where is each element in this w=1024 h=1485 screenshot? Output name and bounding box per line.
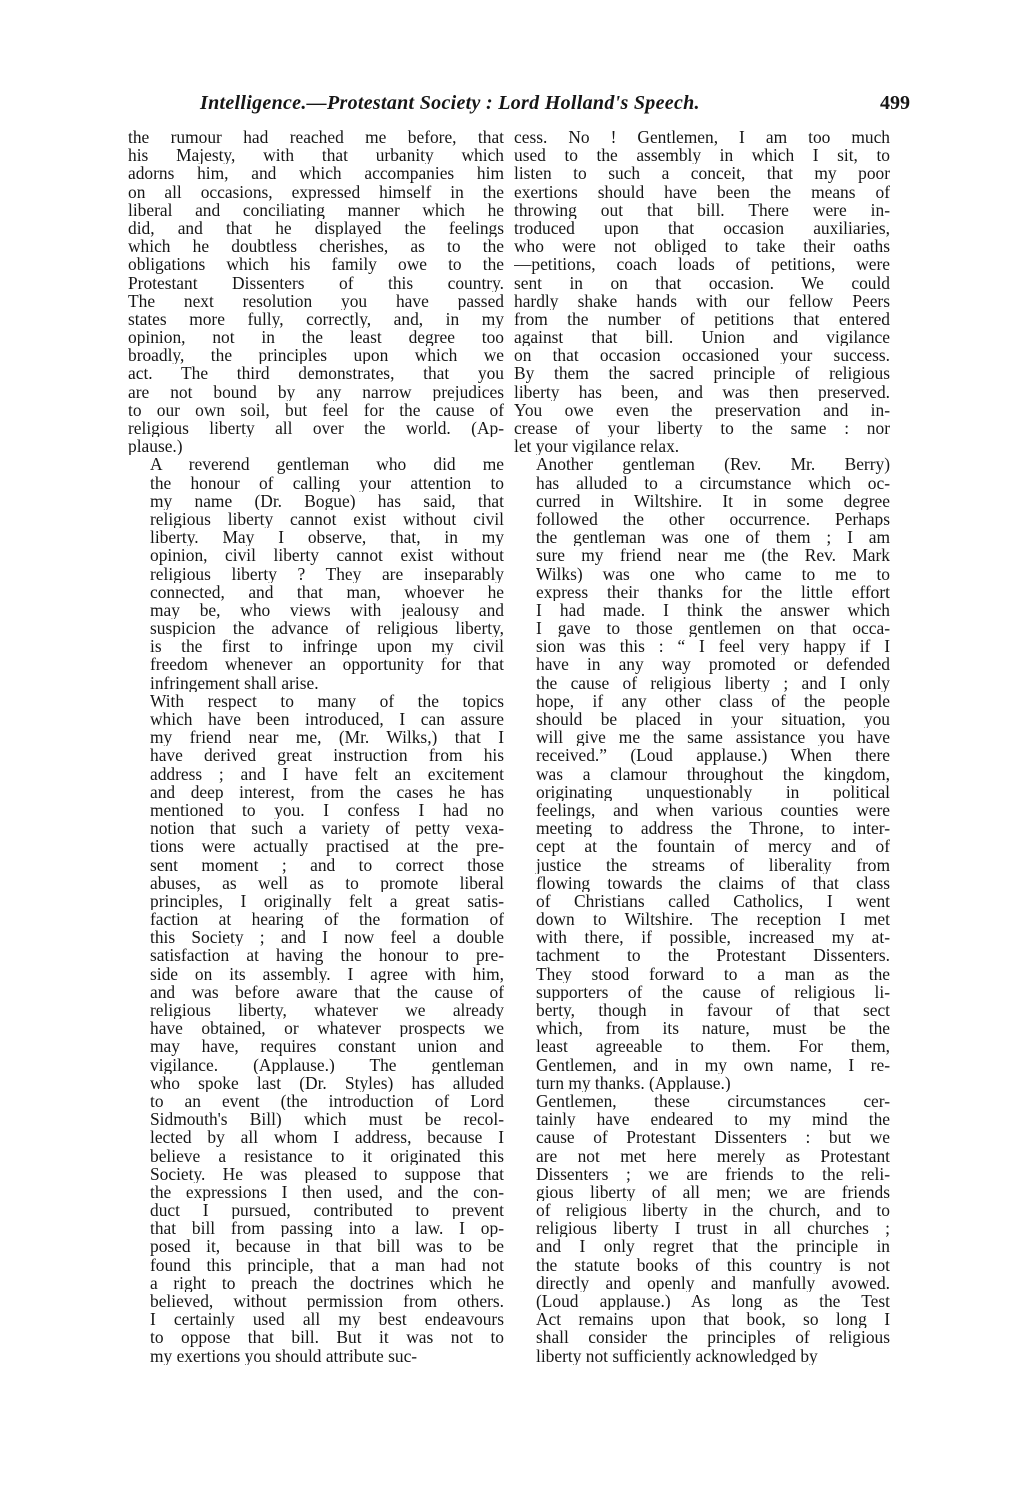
- paragraph: [128, 455, 504, 691]
- text-line: Sidmouth's Bill) which must be recol-: [150, 1110, 504, 1129]
- text-line: notion that such a variety of petty vexa-: [150, 819, 504, 838]
- text-line: my friend near me, (Mr. Wilks,) that I: [150, 728, 504, 747]
- text-line: a right to preach the doctrines which he: [150, 1273, 504, 1292]
- text-line: adorns him, and which accompanies him: [128, 164, 504, 183]
- text-line: address ; and I have felt an excitement: [150, 764, 504, 783]
- text-line: justice the streams of liberality from: [536, 855, 890, 874]
- text-line: Gentlemen, these circumstances cer-: [536, 1091, 890, 1111]
- text-line: By them the sacred principle of religious: [514, 364, 890, 383]
- text-line: who spoke last (Dr. Styles) has alluded: [150, 1073, 504, 1092]
- text-line: to oppose that bill. But it was not to: [150, 1328, 504, 1347]
- text-line: tachment to the Protestant Dissenters.: [536, 946, 890, 965]
- text-line: did, and that he displayed the feelings: [128, 218, 504, 238]
- text-line: his Majesty, with that urbanity which: [128, 146, 504, 165]
- text-line: is the first to infringe upon my civil: [150, 637, 504, 656]
- text-line: side on its assembly. I agree with him,: [150, 964, 504, 983]
- paragraph: [514, 1092, 890, 1365]
- text-line: religious liberty, whatever we already: [150, 1001, 504, 1020]
- text-line: sent in on that occasion. We could: [514, 273, 890, 292]
- text-line: the expressions I then used, and the con-: [150, 1182, 504, 1202]
- text-line: my exertions you should attribute suc-: [150, 1346, 418, 1365]
- text-line: I certainly used all my best endeavours: [150, 1310, 504, 1329]
- text-line: may have, requires constant union and: [150, 1037, 504, 1056]
- text-line: infringement shall arise.: [150, 673, 319, 692]
- text-line: the statute books of this country is not: [536, 1255, 890, 1274]
- paragraph: [128, 128, 504, 455]
- text-line: They stood forward to a man as the: [536, 964, 890, 983]
- text-line: down to Wiltshire. The reception I met: [536, 910, 890, 929]
- text-line: believe a resistance to it originated this: [150, 1146, 504, 1165]
- text-line: the cause of religious liberty ; and I only: [536, 673, 890, 692]
- text-line: from the number of petitions that entered: [514, 309, 890, 329]
- text-line: Society. He was pleased to suppose that: [150, 1164, 504, 1183]
- text-line: satisfaction at having the honour to pre-: [150, 946, 504, 965]
- paragraph: [514, 455, 890, 1092]
- text-line: liberty. May I observe, that, in my: [150, 528, 504, 547]
- text-line: on that occasion occasioned your success.: [514, 346, 890, 365]
- text-line: opinion, not in the least degree too: [128, 328, 504, 347]
- text-line: religious liberty all over the world. (Ap-: [128, 419, 504, 438]
- text-line: turn my thanks. (Applause.): [536, 1073, 731, 1092]
- text-line: directly and openly and manfully avowed.: [536, 1273, 890, 1292]
- text-line: feelings, and when various counties were: [536, 800, 890, 820]
- text-line: least agreeable to them. For them,: [536, 1037, 890, 1056]
- text-line: found this principle, that a man had not: [150, 1255, 504, 1274]
- text-line: of religious liberty in the church, and to: [536, 1201, 890, 1220]
- text-line: flowing towards the claims of that class: [536, 873, 890, 892]
- text-line: which, from its nature, must be the: [536, 1019, 890, 1038]
- text-line: may be, who views with jealousy and: [150, 600, 504, 620]
- text-line: should be placed in your situation, you: [536, 710, 890, 729]
- text-line: I gave to those gentlemen on that occa-: [536, 619, 890, 638]
- text-line: A reverend gentleman who did me: [150, 455, 504, 474]
- text-line: which he doubtless cherishes, as to the: [128, 237, 504, 256]
- text-line: religious liberty cannot exist without civil: [150, 509, 504, 529]
- text-line: shall consider the principles of religious: [536, 1328, 890, 1347]
- text-line: will give me the same assistance you have: [536, 728, 890, 747]
- text-line: broadly, the principles upon which we: [128, 346, 504, 365]
- text-line: mentioned to you. I confess I had no: [150, 800, 504, 820]
- text-line: exertions should have been the means of: [514, 182, 890, 201]
- text-line: posed it, because in that bill was to be: [150, 1237, 504, 1256]
- text-line: believed, without permission from others.: [150, 1292, 504, 1311]
- text-line: has alluded to a circumstance which oc-: [536, 473, 890, 492]
- text-line: the honour of calling your attention to: [150, 473, 504, 492]
- text-line: and deep interest, from the cases he has: [150, 782, 504, 801]
- text-line: are not met here merely as Protestant: [536, 1146, 890, 1165]
- text-line: supporters of the cause of religious li-: [536, 982, 890, 1001]
- running-header: [130, 86, 910, 120]
- text-line: that bill from passing into a law. I op-: [150, 1219, 504, 1238]
- text-line: religious liberty ? They are inseparably: [150, 564, 504, 583]
- text-line: the rumour had reached me before, that: [128, 128, 504, 147]
- text-line: sent moment ; and to correct those: [150, 855, 504, 874]
- text-line: The next resolution you have passed: [128, 291, 504, 310]
- text-line: the gentleman was one of them ; I am: [536, 528, 890, 547]
- text-line: plause.): [128, 437, 183, 456]
- text-line: used to the assembly in which I sit, to: [514, 146, 890, 165]
- text-line: express their thanks for the little effort: [536, 582, 890, 601]
- text-line: religious liberty I trust in all churches ;: [536, 1219, 890, 1238]
- paragraph: [514, 128, 890, 455]
- text-line: obligations which his family owe to the: [128, 255, 504, 274]
- text-line: sion was this : “ I feel very happy if I: [536, 637, 890, 656]
- text-line: originating unquestionably in political: [536, 782, 890, 801]
- text-line: Another gentleman (Rev. Mr. Berry): [536, 455, 890, 474]
- text-line: lected by all whom I address, because I: [150, 1128, 504, 1147]
- text-line: and I only regret that the principle in: [536, 1237, 890, 1256]
- text-line: hardly shake hands with our fellow Peers: [514, 291, 890, 310]
- text-line: cess. No ! Gentlemen, I am too much: [514, 128, 890, 147]
- text-line: to an event (the introduction of Lord: [150, 1091, 504, 1111]
- text-line: have obtained, or whatever prospects we: [150, 1019, 504, 1038]
- text-line: abuses, as well as to promote liberal: [150, 873, 504, 892]
- text-line: have in any way promoted or defended: [536, 655, 890, 674]
- text-line: Act remains upon that book, so long I: [536, 1310, 890, 1329]
- header-title: Intelligence.—Protestant Society : Lord Holland's Speech.: [200, 92, 700, 114]
- text-line: followed the other occurrence. Perhaps: [536, 509, 890, 529]
- text-line: of Christians called Catholics, I went: [536, 891, 890, 911]
- text-line: which have been introduced, I can assure: [150, 710, 504, 729]
- text-line: states more fully, correctly, and, in my: [128, 309, 504, 329]
- text-line: on all occasions, expressed himself in the: [128, 182, 504, 201]
- text-line: and was before aware that the cause of: [150, 982, 504, 1001]
- text-line: have derived great instruction from his: [150, 746, 504, 765]
- text-line: listen to such a conceit, that my poor: [514, 164, 890, 183]
- text-line: principles, I originally felt a great satis-: [150, 891, 504, 911]
- text-line: sure my friend near me (the Rev. Mark: [536, 546, 890, 565]
- text-line: to our own soil, but feel for the cause of: [128, 400, 504, 419]
- text-line: —petitions, coach loads of petitions, were: [514, 255, 890, 274]
- text-line: duct I pursued, contributed to prevent: [150, 1201, 504, 1220]
- text-line: against that bill. Union and vigilance: [514, 328, 890, 347]
- text-line: freedom whenever an opportunity for that: [150, 655, 504, 674]
- text-line: suspicion the advance of religious liberty,: [150, 619, 504, 638]
- text-line: You owe even the preservation and in-: [514, 400, 890, 419]
- text-line: liberty not sufficiently acknowledged by: [536, 1346, 818, 1365]
- text-line: crease of your liberty to the same : nor: [514, 419, 890, 438]
- paragraph: [128, 692, 504, 1365]
- text-line: connected, and that man, whoever he: [150, 582, 504, 601]
- text-line: are not bound by any narrow prejudices: [128, 382, 504, 401]
- text-line: my name (Dr. Bogue) has said, that: [150, 491, 504, 510]
- text-line: vigilance. (Applause.) The gentleman: [150, 1055, 504, 1074]
- text-line: With respect to many of the topics: [150, 691, 504, 710]
- text-line: opinion, civil liberty cannot exist without: [150, 546, 504, 565]
- text-line: who were not obliged to take their oaths: [514, 237, 890, 256]
- text-line: Dissenters ; we are friends to the reli-: [536, 1164, 890, 1183]
- text-line: tainly have endeared to my mind the: [536, 1110, 890, 1129]
- text-line: I had made. I think the answer which: [536, 600, 890, 620]
- left-column: [128, 128, 504, 1365]
- right-column: [514, 128, 890, 1365]
- text-line: (Loud applause.) As long as the Test: [536, 1292, 890, 1311]
- text-line: with there, if possible, increased my at-: [536, 928, 890, 947]
- text-line: act. The third demonstrates, that you: [128, 364, 504, 383]
- text-line: hope, if any other class of the people: [536, 691, 890, 710]
- text-line: berty, though in favour of that sect: [536, 1001, 890, 1020]
- text-line: liberal and conciliating manner which he: [128, 200, 504, 219]
- text-line: troduced upon that occasion auxiliaries,: [514, 218, 890, 238]
- text-line: let your vigilance relax.: [514, 437, 680, 456]
- text-line: Wilks) was one who came to me to: [536, 564, 890, 583]
- text-line: cause of Protestant Dissenters : but we: [536, 1128, 890, 1147]
- text-line: liberty has been, and was then preserved.: [514, 382, 890, 401]
- text-line: faction at hearing of the formation of: [150, 910, 504, 929]
- text-line: cept at the fountain of mercy and of: [536, 837, 890, 856]
- page-number: 499: [880, 92, 910, 114]
- text-line: curred in Wiltshire. It in some degree: [536, 491, 890, 510]
- text-line: this Society ; and I now feel a double: [150, 928, 504, 947]
- text-line: was a clamour throughout the kingdom,: [536, 764, 890, 783]
- text-line: Gentlemen, and in my own name, I re-: [536, 1055, 890, 1074]
- text-line: gious liberty of all men; we are friends: [536, 1182, 890, 1202]
- text-line: Protestant Dissenters of this country.: [128, 273, 504, 292]
- text-line: meeting to address the Throne, to inter-: [536, 819, 890, 838]
- text-line: received.” (Loud applause.) When there: [536, 746, 890, 765]
- text-line: throwing out that bill. There were in-: [514, 200, 890, 219]
- text-line: tions were actually practised at the pre-: [150, 837, 504, 856]
